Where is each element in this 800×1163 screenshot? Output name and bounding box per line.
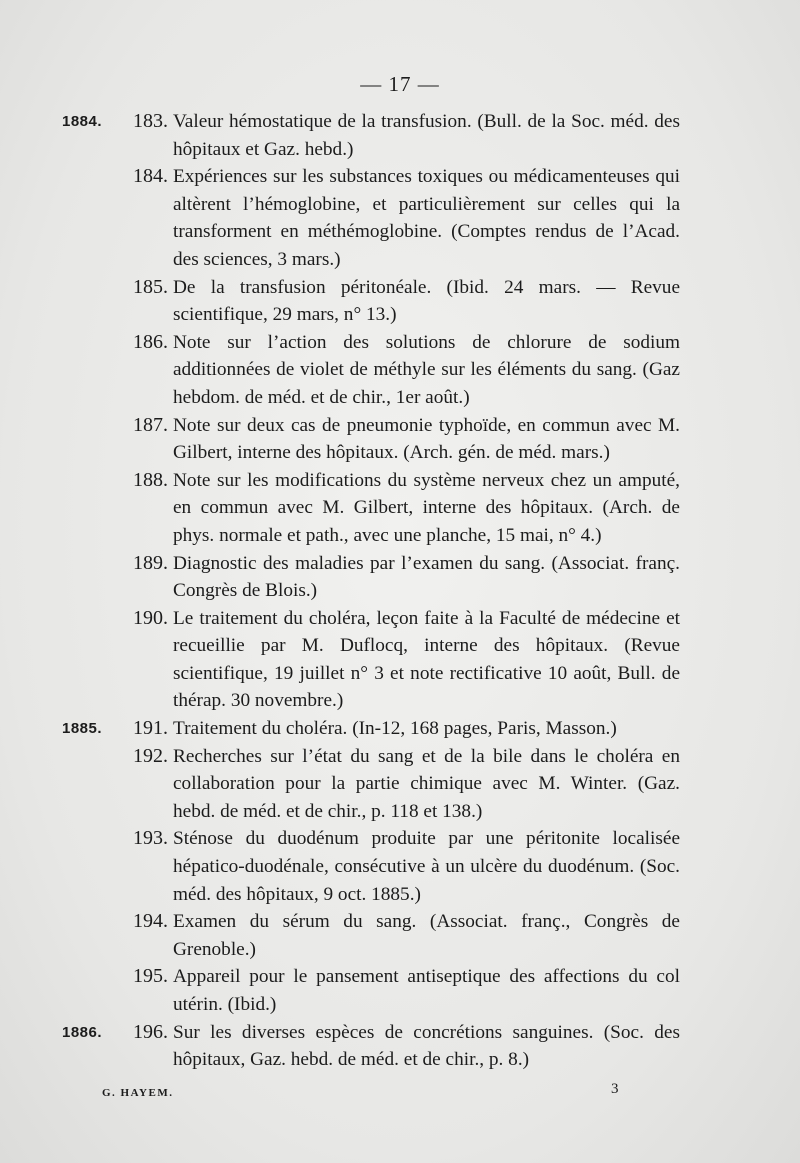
entry-year: 1885. <box>62 720 103 738</box>
entry-text: Sténose du duodénum produite par une péritonite localisée hépatico-duodénale, consécutive à un ulcère du duodénum. (Soc. méd. des hôpitaux, 9 oct. 1885.) <box>173 828 680 905</box>
entry-text: Recherches sur l’état du sang et de la bile dans le choléra en collaboration pour la partie chimique avec M. Winter. (Gaz. hebd. de méd. et de chir., p. 118 et 138.) <box>173 745 680 822</box>
bibliography-entry <box>60 963 680 1018</box>
bibliography-entry <box>60 412 680 467</box>
bibliography-entry <box>60 274 680 329</box>
bibliography-entry <box>60 715 680 743</box>
bibliography-entry <box>60 743 680 826</box>
entry-text: De la transfusion péritonéale. (Ibid. 24 mars. — Revue scientifique, 29 mars, n° 13.) <box>173 276 680 326</box>
bibliography-entry <box>60 825 680 908</box>
bibliography-entry <box>60 467 680 550</box>
entry-number: 184. <box>133 165 168 188</box>
entry-text: Valeur hémostatique de la transfusion. (Bull. de la Soc. méd. des hôpitaux et Gaz. hebd.) <box>173 111 680 160</box>
entry-text: Note sur deux cas de pneumonie typhoïde, en commun avec M. Gilbert, interne des hôpitaux. (Arch. gén. de méd. mars.) <box>173 414 680 464</box>
bibliography-entry <box>60 108 680 163</box>
signature-mark: 3 <box>611 1081 619 1097</box>
entry-number: 186. <box>133 330 168 353</box>
entry-number: 189. <box>133 551 168 574</box>
entry-year: 1884. <box>62 113 103 130</box>
page-number: — 17 — <box>360 72 440 96</box>
entry-text: Expériences sur les substances toxiques ou médicamenteuses qui altèrent l’hémoglobine, et particulièrement sur celles qui la transforment en méthémoglobine. (Comptes rendus de l’Acad. des sciences, 3 mars.) <box>173 166 680 270</box>
entry-number: 190. <box>133 606 168 629</box>
entry-number: 185. <box>133 275 168 298</box>
entry-text: Appareil pour le pansement antiseptique des affections du col utérin. (Ibid.) <box>173 966 680 1015</box>
entry-number: 188. <box>133 468 168 491</box>
bibliography-entry <box>60 329 680 412</box>
entry-number: 183. <box>133 110 168 132</box>
bibliography-entry <box>60 550 680 605</box>
entry-number: 187. <box>133 413 168 436</box>
entry-text: Examen du sérum du sang. (Associat. franç., Congrès de Grenoble.) <box>173 911 680 960</box>
entry-number: 191. <box>133 717 168 740</box>
entry-text: Diagnostic des maladies par l’examen du sang. (Associat. franç. Congrès de Blois.) <box>173 552 680 602</box>
entry-text: Traitement du choléra. (In-12, 168 pages, Paris, Masson.) <box>173 718 617 740</box>
bibliography-entry <box>60 908 680 963</box>
entry-text: Note sur les modifications du système nerveux chez un amputé, en commun avec M. Gilbert, interne des hôpitaux. (Arch. de phys. normale et path., avec une planche, 15 mai, n° 4.) <box>173 469 680 546</box>
signature-line: G. HAYEM. <box>102 1087 174 1099</box>
bibliography-entry <box>60 605 680 715</box>
entry-number: 193. <box>133 827 168 850</box>
bibliography-entry <box>60 1019 680 1074</box>
bibliography-entry <box>60 163 680 273</box>
entry-text: Note sur l’action des solutions de chlorure de sodium additionnées de violet de méthyle sur les éléments du sang. (Gaz hebdom. de méd. et de chir., 1er août.) <box>173 331 680 408</box>
bibliography-list <box>60 108 680 1074</box>
entry-number: 192. <box>133 744 168 767</box>
entry-number: 195. <box>133 965 168 988</box>
entry-text: Sur les diverses espèces de concrétions sanguines. (Soc. des hôpitaux, Gaz. hebd. de méd. et de chir., p. 8.) <box>173 1021 680 1071</box>
entry-number: 196. <box>133 1020 168 1043</box>
entry-text: Le traitement du choléra, leçon faite à la Faculté de médecine et recueillie par M. Duflocq, interne des hôpitaux. (Revue scientifique, 19 juillet n° 3 et note rectificative 10 août, Bull. de thérap. 30 novembre.) <box>173 607 680 712</box>
entry-number: 194. <box>133 910 168 933</box>
entry-year: 1886. <box>62 1023 103 1041</box>
